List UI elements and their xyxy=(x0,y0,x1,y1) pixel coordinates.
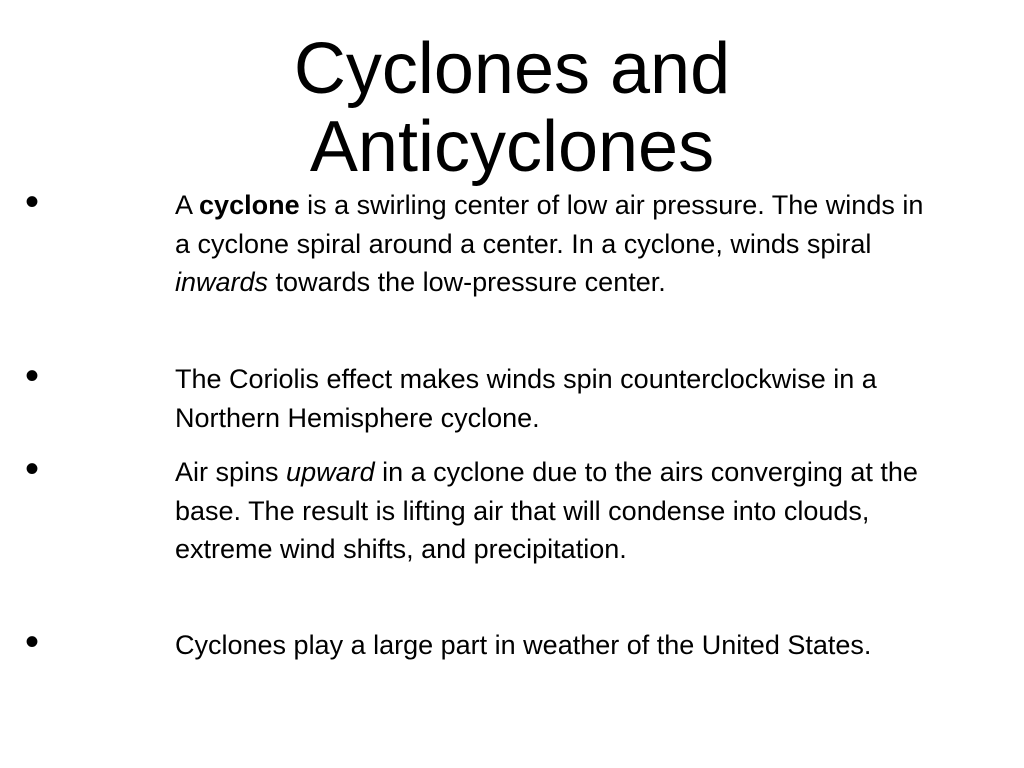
bullet-air-upward xyxy=(175,453,935,569)
bullet-cyclone-definition xyxy=(175,186,935,302)
bullet-1-text-end: towards the low-pressure center. xyxy=(268,267,666,297)
bullet-3-text: in a cyclone due to the airs converging at the base. The result is lifting air that will condense into clouds, extreme wind shifts, and precipitation. xyxy=(175,457,918,564)
bullet-1-pre: A xyxy=(175,190,200,220)
bullet-2-text: The Coriolis effect makes winds spin counterclockwise in a Northern Hemisphere cyclone. xyxy=(175,364,877,433)
bullet-us-weather xyxy=(175,626,935,665)
bullet-coriolis-effect xyxy=(175,360,935,437)
bullet-1-italic-term: inwards xyxy=(175,267,269,297)
bullet-3-italic-term: upward xyxy=(286,457,375,487)
bullet-1-text: is a swirling center of low air pressure. The winds in a cyclone spiral around a center. In a cyclone, winds spiral xyxy=(175,190,924,259)
slide-title-line2: Anticyclones xyxy=(309,107,715,187)
bullet-4-text: Cyclones play a large part in weather of the United States. xyxy=(175,630,872,660)
bullet-1-bold-term: cyclone xyxy=(199,190,300,220)
slide-title xyxy=(200,30,824,186)
bullet-3-pre: Air spins xyxy=(175,457,287,487)
slide-title-line1: Cyclones and xyxy=(293,29,731,109)
